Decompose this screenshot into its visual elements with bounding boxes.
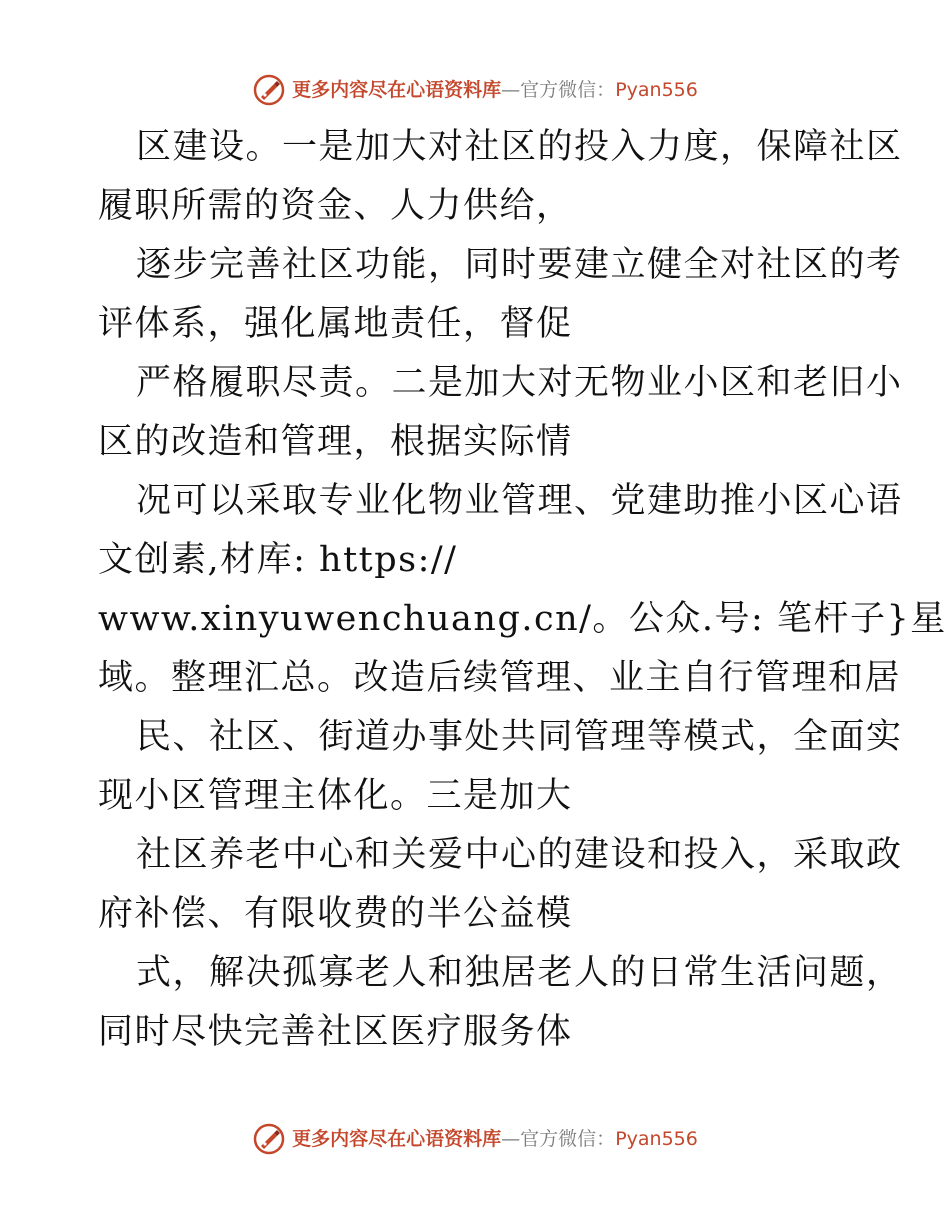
body-line: 评体系，强化属地责任，督促 [98,304,573,344]
footer-banner [292,1127,698,1150]
body-line: 府补偿、有限收费的半公益模 [98,894,573,934]
body-line: 逐步完善社区功能，同时要建立健全对社区的考 [136,245,903,285]
pen-nib-logo-icon [252,1122,286,1156]
header-dash: — [501,78,521,101]
document-body [98,118,947,1062]
header-wechat-label: 官方微信： [520,78,616,101]
body-line: 社区养老中心和关爱中心的建设和投入，采取政 [136,835,903,875]
body-line: 民、社区、街道办事处共同管理等模式，全面实 [136,717,903,757]
body-line: 域。整理汇总。改造后续管理、业主自行管理和居 [98,658,902,698]
body-line: 现小区管理主体化。三是加大 [98,776,573,816]
header-title: 更多内容尽在心语资料库 [292,78,502,101]
body-line: 区的改造和管理，根据实际情 [98,422,573,462]
footer-title: 更多内容尽在心语资料库 [292,1127,502,1150]
body-line: 履职所需的资金、人力供给， [98,186,573,226]
body-line: 同时尽快完善社区医疗服务体 [98,1012,573,1052]
footer-wechat-label: 官方微信： [520,1127,616,1150]
body-line: 况可以采取专业化物业管理、党建助推小区心语 [136,481,903,521]
pen-nib-logo-icon [252,73,286,107]
body-line: 式，解决孤寡老人和独居老人的日常生活问题， [136,953,903,993]
body-line: 严格履职尽责。二是加大对无物业小区和老旧小 [136,363,903,403]
body-line: 文创素,材库: https:// [98,540,458,580]
body-line: www.xinyuwenchuang.cn/。公众.号: 笔杆子}星 [98,599,947,639]
header-banner [292,78,698,101]
body-line: 区建设。一是加大对社区的投入力度，保障社区 [136,127,903,167]
page-header [0,70,950,110]
header-wechat-id: Pyan556 [615,78,698,101]
footer-wechat-id: Pyan556 [615,1127,698,1150]
footer-dash: — [501,1127,521,1150]
page-footer [0,1119,950,1159]
